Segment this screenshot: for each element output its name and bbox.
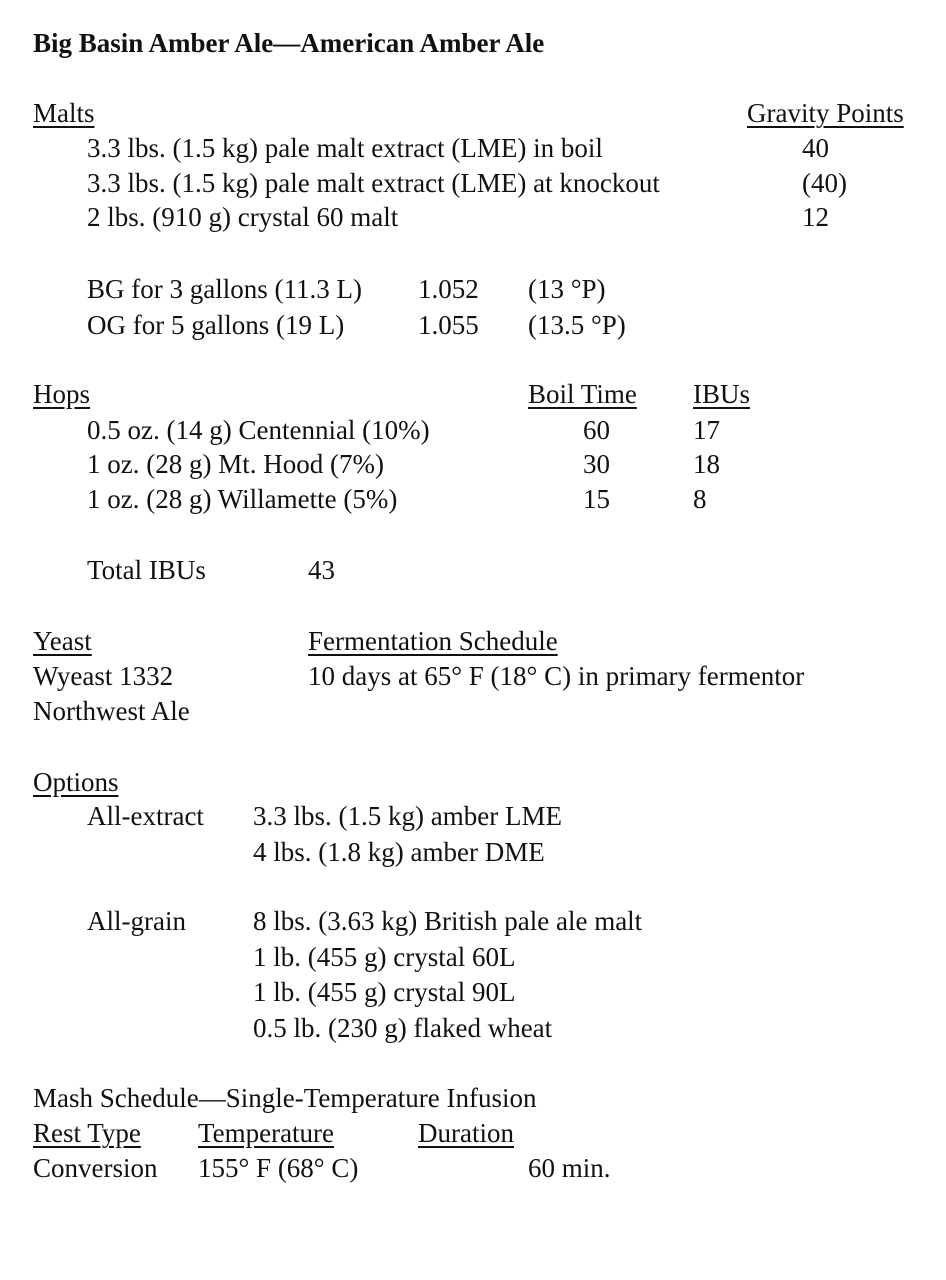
hop-ibus: 17 bbox=[693, 415, 720, 445]
bg-value: 1.052 bbox=[418, 274, 479, 304]
bg-plato: (13 °P) bbox=[528, 274, 606, 304]
recipe-title: Big Basin Amber Ale—American Amber Ale bbox=[33, 28, 545, 58]
hops-header: Hops bbox=[33, 379, 91, 409]
malt-points: 12 bbox=[802, 202, 829, 232]
options-header: Options bbox=[33, 767, 119, 797]
malt-item: 3.3 lbs. (1.5 kg) pale malt extract (LME) at knockout bbox=[87, 168, 660, 198]
hop-boil-time: 15 bbox=[583, 484, 610, 514]
all-extract-label: All-extract bbox=[87, 801, 204, 831]
grain-item: 1 lb. (455 g) crystal 90L bbox=[253, 977, 516, 1007]
yeast-strain-name: Northwest Ale bbox=[33, 696, 190, 726]
total-ibus-label: Total IBUs bbox=[87, 555, 206, 585]
rest-temperature: 155° F (68° C) bbox=[198, 1153, 359, 1183]
hop-ibus: 18 bbox=[693, 449, 720, 479]
rest-type-header: Rest Type bbox=[33, 1118, 141, 1148]
duration-header: Duration bbox=[418, 1118, 514, 1148]
fermentation-schedule: 10 days at 65° F (18° C) in primary fermentor bbox=[308, 661, 805, 691]
rest-type: Conversion bbox=[33, 1153, 158, 1183]
hop-ibus: 8 bbox=[693, 484, 707, 514]
hop-item: 0.5 oz. (14 g) Centennial (10%) bbox=[87, 415, 430, 445]
hop-boil-time: 30 bbox=[583, 449, 610, 479]
grain-item: 1 lb. (455 g) crystal 60L bbox=[253, 942, 516, 972]
bg-label: BG for 3 gallons (11.3 L) bbox=[87, 274, 362, 304]
og-plato: (13.5 °P) bbox=[528, 310, 626, 340]
mash-schedule-title: Mash Schedule—Single-Temperature Infusion bbox=[33, 1083, 537, 1113]
grain-item: 0.5 lb. (230 g) flaked wheat bbox=[253, 1013, 553, 1043]
all-grain-label: All-grain bbox=[87, 906, 186, 936]
og-value: 1.055 bbox=[418, 310, 479, 340]
malt-item: 2 lbs. (910 g) crystal 60 malt bbox=[87, 202, 399, 232]
fermentation-schedule-header: Fermentation Schedule bbox=[308, 626, 558, 656]
yeast-header: Yeast bbox=[33, 626, 92, 656]
gravity-points-header: Gravity Points bbox=[747, 98, 904, 128]
extract-item: 4 lbs. (1.8 kg) amber DME bbox=[253, 837, 545, 867]
hop-boil-time: 60 bbox=[583, 415, 610, 445]
extract-item: 3.3 lbs. (1.5 kg) amber LME bbox=[253, 801, 562, 831]
grain-item: 8 lbs. (3.63 kg) British pale ale malt bbox=[253, 906, 643, 936]
malt-points: 40 bbox=[802, 133, 829, 163]
boil-time-header: Boil Time bbox=[528, 379, 637, 409]
og-label: OG for 5 gallons (19 L) bbox=[87, 310, 345, 340]
rest-duration: 60 min. bbox=[528, 1153, 611, 1183]
malt-points: (40) bbox=[802, 168, 847, 198]
total-ibus-value: 43 bbox=[308, 555, 335, 585]
temperature-header: Temperature bbox=[198, 1118, 335, 1148]
yeast-strain: Wyeast 1332 bbox=[33, 661, 174, 691]
malts-header: Malts bbox=[33, 98, 95, 128]
malt-item: 3.3 lbs. (1.5 kg) pale malt extract (LME) in boil bbox=[87, 133, 603, 163]
hop-item: 1 oz. (28 g) Willamette (5%) bbox=[87, 484, 398, 514]
ibus-header: IBUs bbox=[693, 379, 751, 409]
hop-item: 1 oz. (28 g) Mt. Hood (7%) bbox=[87, 449, 384, 479]
